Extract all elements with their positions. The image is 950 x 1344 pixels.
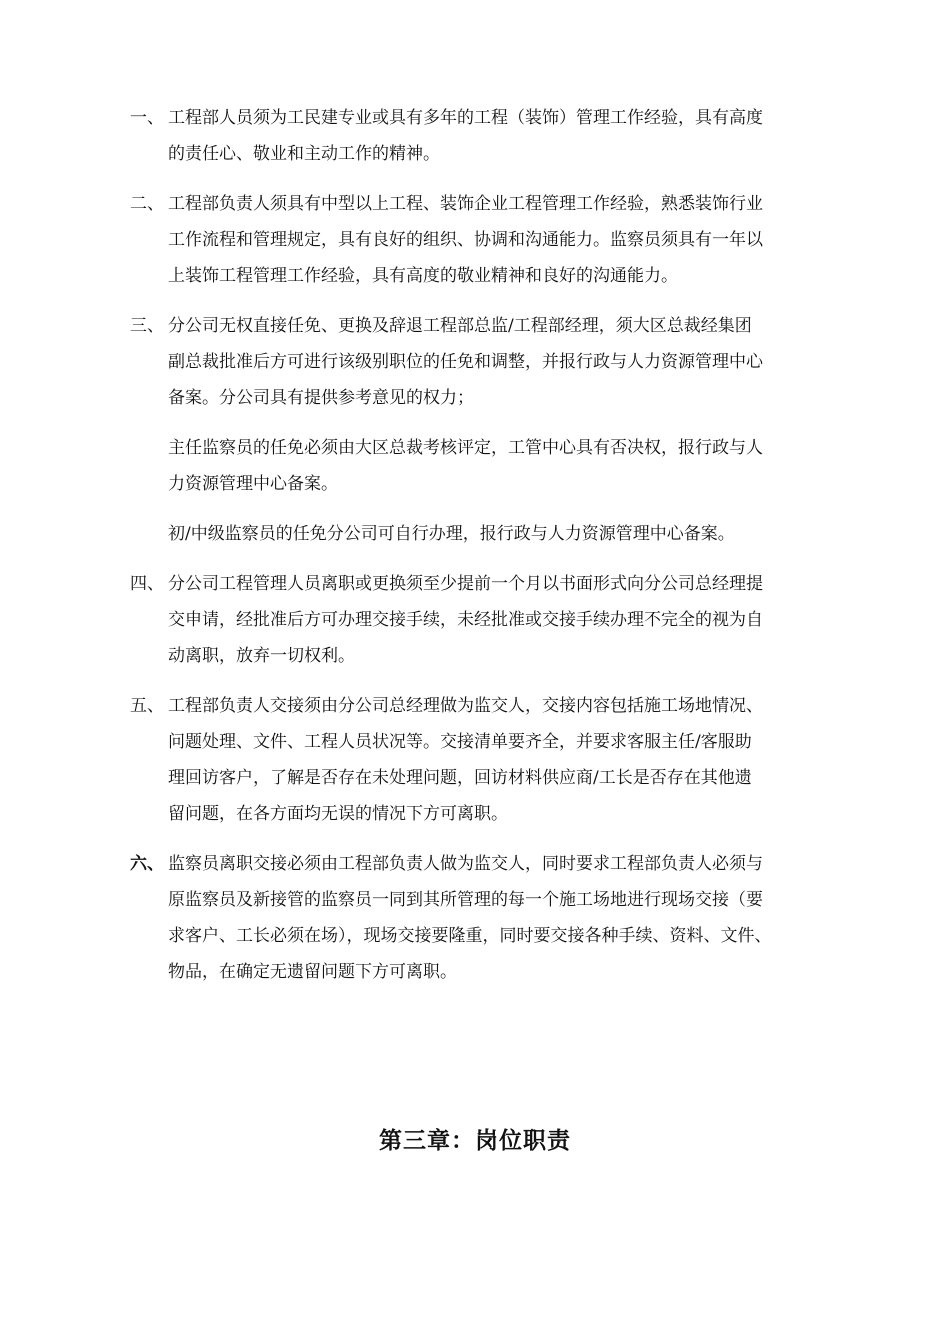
clause-text bbox=[168, 846, 850, 990]
text-line: 留问题，在各方面均无误的情况下方可离职。 bbox=[168, 804, 508, 824]
clause-3 bbox=[130, 308, 850, 552]
clause-subparagraph bbox=[168, 430, 850, 502]
text-line: 上装饰工程管理工作经验，具有高度的敬业精神和良好的沟通能力。 bbox=[168, 266, 678, 286]
clause-subparagraph bbox=[168, 516, 850, 552]
clause-number: 一、 bbox=[130, 108, 164, 128]
text-line: 物品，在确定无遗留问题下方可离职。 bbox=[168, 962, 457, 982]
clause-2 bbox=[130, 186, 850, 294]
chapter-heading: 第三章：岗位职责 bbox=[379, 1128, 571, 1154]
text-line: 初/中级监察员的任免分公司可自行办理，报行政与人力资源管理中心备案。 bbox=[168, 524, 735, 544]
clause-number: 五、 bbox=[130, 696, 164, 716]
text-line: 工程部负责人须具有中型以上工程、装饰企业工程管理工作经验，熟悉装饰行业 bbox=[168, 194, 763, 214]
text-line: 工程部人员须为工民建专业或具有多年的工程（装饰）管理工作经验，具有高度 bbox=[168, 108, 763, 128]
text-line: 力资源管理中心备案。 bbox=[168, 474, 338, 494]
clause-5 bbox=[130, 688, 850, 832]
clause-4 bbox=[130, 566, 850, 674]
text-line: 问题处理、文件、工程人员状况等。交接清单要齐全，并要求客服主任/客服助 bbox=[168, 732, 752, 752]
clause-1 bbox=[130, 100, 850, 172]
clause-text bbox=[168, 308, 850, 416]
clause-text bbox=[168, 100, 850, 172]
text-line: 工程部负责人交接须由分公司总经理做为监交人，交接内容包括施工场地情况、 bbox=[168, 696, 763, 716]
clause-number: 二、 bbox=[130, 194, 164, 214]
text-line: 理回访客户，了解是否存在未处理问题，回访材料供应商/工长是否存在其他遗 bbox=[168, 768, 752, 788]
text-line: 分公司工程管理人员离职或更换须至少提前一个月以书面形式向分公司总经理提 bbox=[168, 574, 763, 594]
clause-text bbox=[168, 186, 850, 294]
clause-text bbox=[168, 688, 850, 832]
text-line: 主任监察员的任免必须由大区总裁考核评定，工管中心具有否决权，报行政与人 bbox=[168, 438, 763, 458]
clause-text bbox=[168, 566, 850, 674]
regulation-list bbox=[130, 100, 850, 1004]
clause-number: 三、 bbox=[130, 316, 164, 336]
text-line: 监察员离职交接必须由工程部负责人做为监交人，同时要求工程部负责人必须与 bbox=[168, 854, 763, 874]
text-line: 备案。分公司具有提供参考意见的权力； bbox=[168, 388, 474, 408]
clause-6 bbox=[130, 846, 850, 990]
text-line: 分公司无权直接任免、更换及辞退工程部总监/工程部经理，须大区总裁经集团 bbox=[168, 316, 752, 336]
clause-number: 四、 bbox=[130, 574, 164, 594]
clause-number: 六、 bbox=[130, 854, 164, 874]
text-line: 的责任心、敬业和主动工作的精神。 bbox=[168, 144, 440, 164]
text-line: 交申请，经批准后方可办理交接手续，未经批准或交接手续办理不完全的视为自 bbox=[168, 610, 763, 630]
text-line: 求客户、工长必须在场），现场交接要隆重，同时要交接各种手续、资料、文件、 bbox=[168, 926, 772, 946]
text-line: 动离职，放弃一切权利。 bbox=[168, 646, 355, 666]
text-line: 副总裁批准后方可进行该级别职位的任免和调整，并报行政与人力资源管理中心 bbox=[168, 352, 763, 372]
text-line: 原监察员及新接管的监察员一同到其所管理的每一个施工场地进行现场交接（要 bbox=[168, 890, 763, 910]
text-line: 工作流程和管理规定，具有良好的组织、协调和沟通能力。监察员须具有一年以 bbox=[168, 230, 763, 250]
